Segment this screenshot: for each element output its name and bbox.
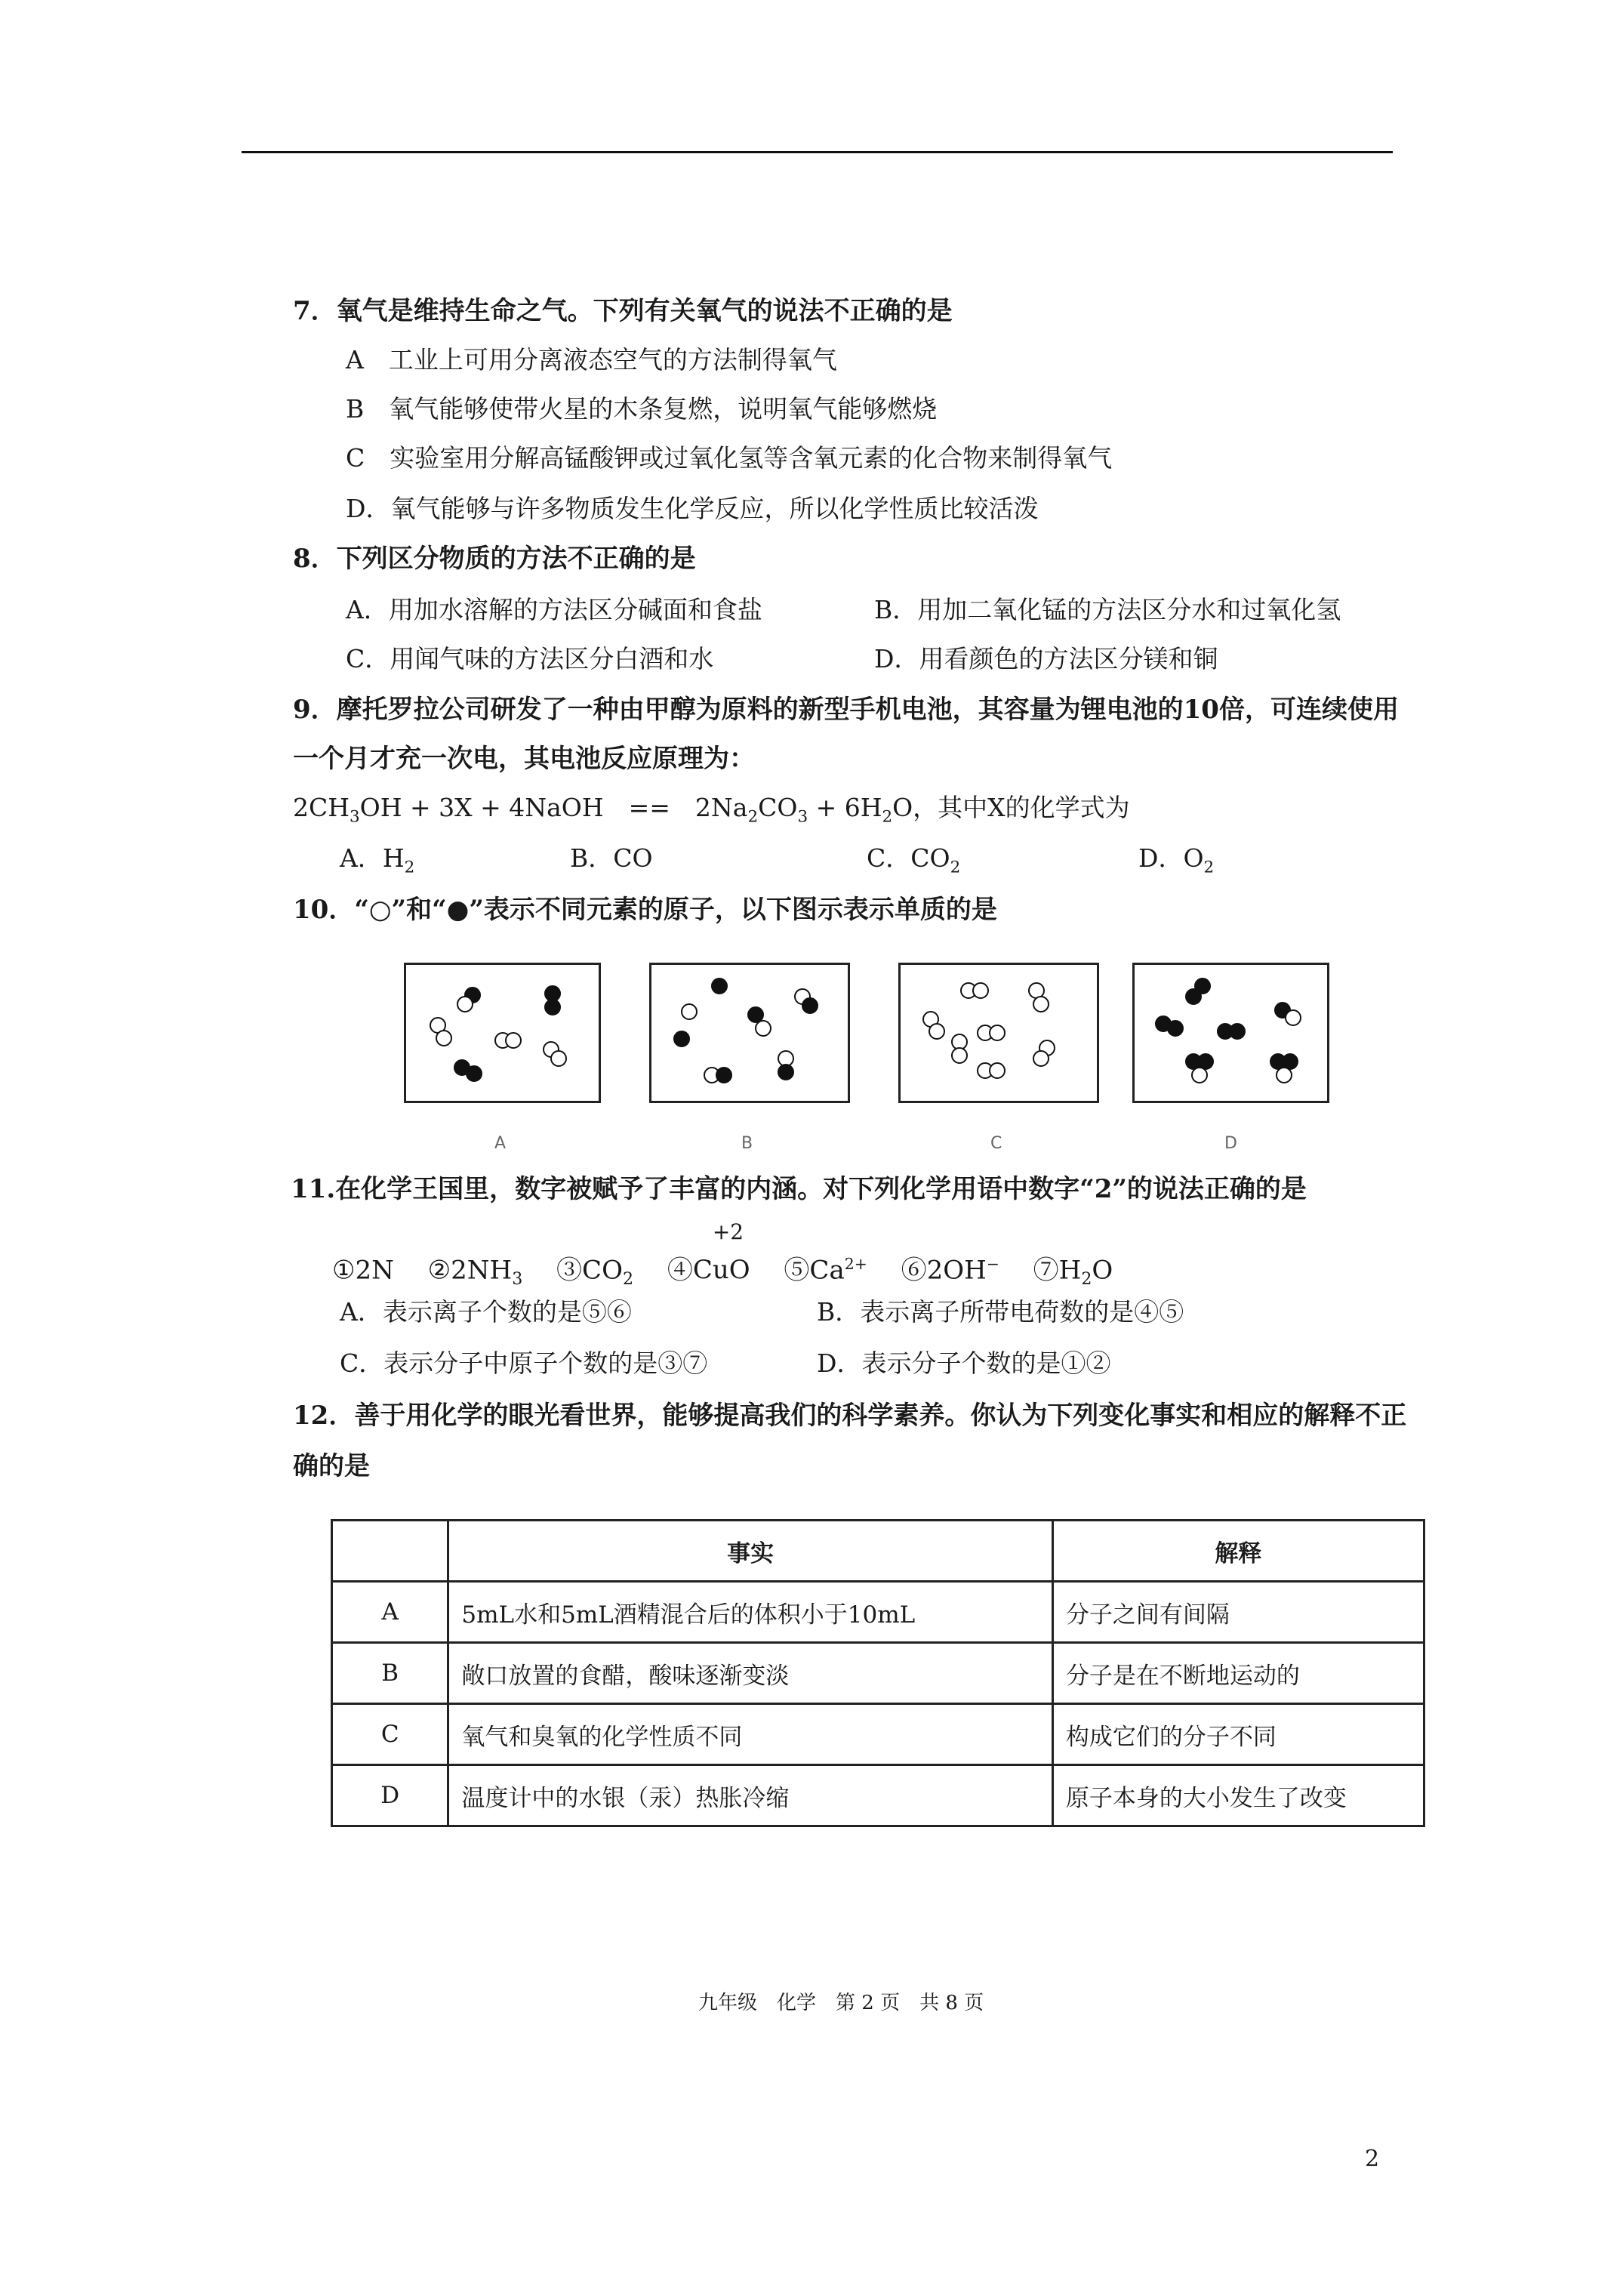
panel-label-a: A xyxy=(494,1134,507,1153)
question-9-stem-line1: 9．摩托罗拉公司研发了一种由甲醇为原料的新型手机电池，其容量为锂电池的10倍，可连续使用 xyxy=(293,695,1399,725)
question-9-equation: $2CH_3OH + 3X$ + 4NaOH == $2Na_2CO_3 + 6H_2O$，其中X的化学式为 xyxy=(293,793,1130,827)
page-footer: 九年级 化学 第 2 页 共 8 页 xyxy=(698,1992,984,2014)
table-row xyxy=(332,1704,1424,1765)
question-10-stem: 10．“○”和“●”表示不同元素的原子，以下图示表示单质的是 xyxy=(293,895,997,925)
panel-label-c: C xyxy=(990,1134,1002,1153)
panel-label-d: D xyxy=(1224,1134,1237,1153)
question-9-option-a: A．$H_2$ xyxy=(340,843,415,877)
row-key: A xyxy=(332,1582,448,1643)
question-9-stem-line2: 一个月才充一次电，其电池反应原理为： xyxy=(293,744,755,774)
question-7-option-a: A 工业上可用分离液态空气的方法制得氧气 xyxy=(346,345,837,374)
particle-panel-a xyxy=(404,963,601,1103)
facts-table xyxy=(331,1519,1425,1827)
table-header-key xyxy=(332,1521,448,1582)
question-8-stem: 8．下列区分物质的方法不正确的是 xyxy=(293,544,696,574)
question-11-stem: 11.在化学王国里，数字被赋予了丰富的内涵。对下列化学用语中数字“2”的说法正确的是 xyxy=(291,1174,1307,1204)
question-11-option-b: B．表示离子所带电荷数的是④⑤ xyxy=(817,1297,1184,1327)
particle-panel-d xyxy=(1132,963,1329,1103)
row-key: D xyxy=(332,1765,448,1826)
question-8-option-a: A．用加水溶解的方法区分碱面和食盐 xyxy=(346,595,762,624)
question-12-stem-line1: 12．善于用化学的眼光看世界，能够提高我们的科学素养。你认为下列变化事实和相应的解释不正 xyxy=(293,1401,1407,1431)
table-header-row xyxy=(332,1521,1424,1582)
question-7-stem: 7．氧气是维持生命之气。下列有关氧气的说法不正确的是 xyxy=(293,296,953,326)
table-header-explanation: 解释 xyxy=(1052,1521,1424,1582)
row-key: C xyxy=(332,1704,448,1765)
question-11-option-c: C．表示分子中原子个数的是③⑦ xyxy=(340,1348,708,1378)
row-fact: 敞口放置的食醋，酸味逐渐变淡 xyxy=(448,1643,1052,1704)
table-row xyxy=(332,1765,1424,1826)
question-12-stem-line2: 确的是 xyxy=(293,1451,370,1481)
row-explanation: 分子之间有间隔 xyxy=(1052,1582,1424,1643)
table-header-fact: 事实 xyxy=(448,1521,1052,1582)
question-11-option-a: A．表示离子个数的是⑤⑥ xyxy=(340,1297,632,1327)
question-7-option-d: D．氧气能够与许多物质发生化学反应，所以化学性质比较活泼 xyxy=(346,494,1039,523)
question-9-option-c: C．$CO_2$ xyxy=(867,843,961,877)
row-key: B xyxy=(332,1643,448,1704)
particle-panel-b xyxy=(649,963,850,1103)
row-fact: 5mL水和5mL酒精混合后的体积小于10mL xyxy=(448,1582,1052,1643)
table-row xyxy=(332,1643,1424,1704)
question-8-option-c: C．用闻气味的方法区分白酒和水 xyxy=(346,644,714,673)
row-explanation: 构成它们的分子不同 xyxy=(1052,1704,1424,1765)
row-explanation: 原子本身的大小发生了改变 xyxy=(1052,1765,1424,1826)
table-row xyxy=(332,1582,1424,1643)
row-explanation: 分子是在不断地运动的 xyxy=(1052,1643,1424,1704)
question-9-option-b: B．CO xyxy=(570,843,653,873)
panel-label-b: B xyxy=(741,1134,753,1153)
question-7-option-c: C 实验室用分解高锰酸钾或过氧化氢等含氧元素的化合物来制得氧气 xyxy=(346,443,1113,473)
top-rule xyxy=(242,151,1393,153)
question-8-option-d: D．用看颜色的方法区分镁和铜 xyxy=(874,644,1218,673)
page-number: 2 xyxy=(1365,2146,1380,2172)
row-fact: 氧气和臭氧的化学性质不同 xyxy=(448,1704,1052,1765)
question-11-chem-terms: ①2N $②2NH_3$ $③CO_2$ ④ +2 CuO $⑤Ca^{2+}$ ⑥2OH− $⑦H_2O$ xyxy=(332,1219,1113,1290)
question-8-option-b: B．用加二氧化锰的方法区分水和过氧化氢 xyxy=(874,595,1341,624)
particle-panel-c xyxy=(898,963,1099,1103)
row-fact: 温度计中的水银（汞）热胀冷缩 xyxy=(448,1765,1052,1826)
question-11-option-d: D．表示分子个数的是①② xyxy=(817,1348,1111,1378)
question-9-option-d: D．$O_2$ xyxy=(1138,843,1215,877)
question-7-option-b: B 氧气能够使带火星的木条复燃，说明氧气能够燃烧 xyxy=(346,394,938,424)
